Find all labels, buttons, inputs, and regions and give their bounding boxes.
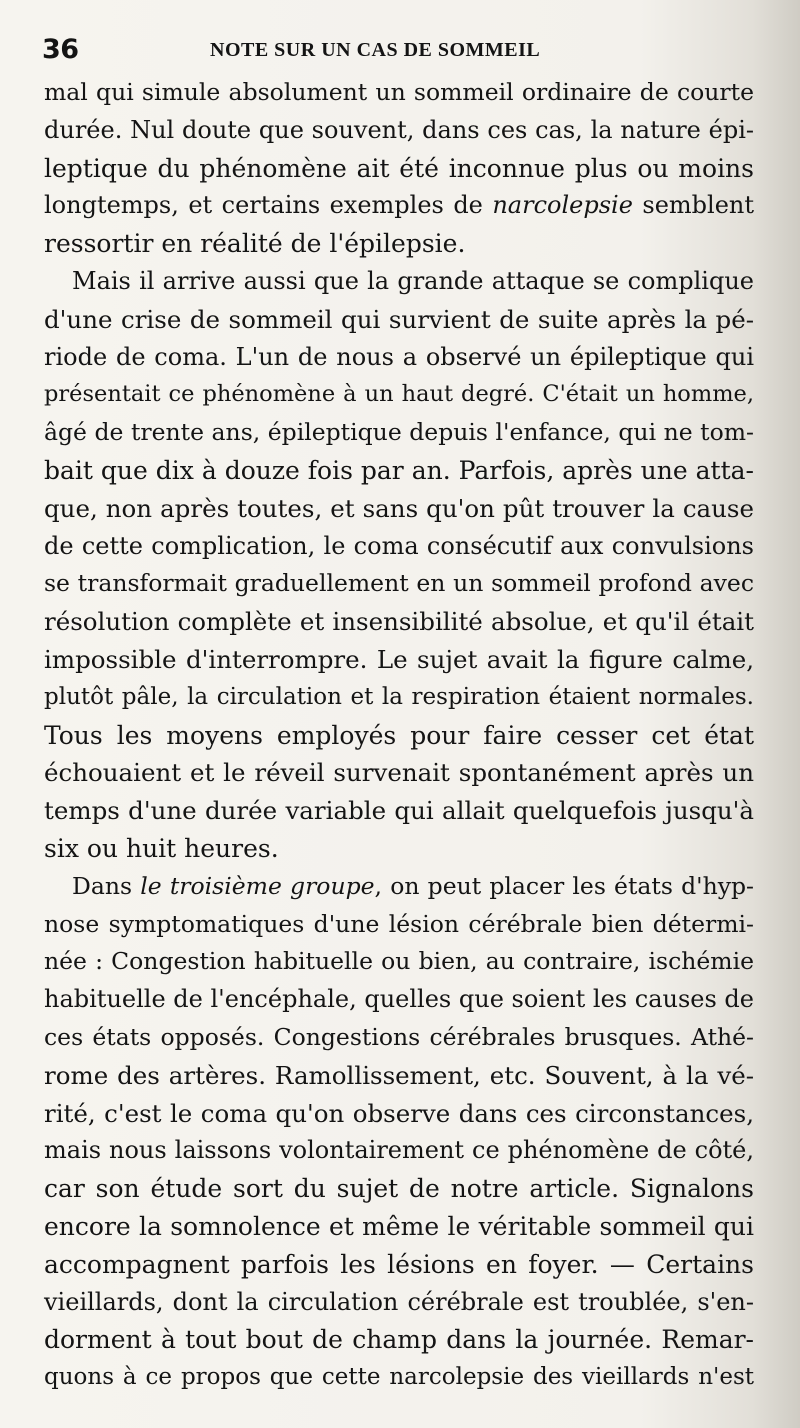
text-line: rome des artères. Ramollissement, etc. Souvent, à la vé- xyxy=(44,1060,754,1090)
italic-term: narcolepsie xyxy=(492,191,633,220)
text-line: quons à ce propos que cette narcolepsie des vieillards n'est xyxy=(44,1364,754,1391)
text-line: impossible d'interrompre. Le sujet avait la figure calme, xyxy=(44,644,754,674)
text-line: d'une crise de sommeil qui survient de suite après la pé- xyxy=(44,304,754,334)
text-segment: longtemps, et certains exemples de xyxy=(44,191,493,220)
text-line: que, non après toutes, et sans qu'on pût trouver la cause xyxy=(44,493,754,523)
text-line: mal qui simule absolument un sommeil ordinaire de courte xyxy=(44,78,754,106)
text-line: Mais il arrive aussi que la grande attaque se complique xyxy=(72,266,754,295)
text-line: leptique du phénomène ait été inconnue plus ou moins xyxy=(44,153,754,183)
text-line: Tous les moyens employés pour faire cesser cet état xyxy=(44,720,754,750)
text-segment: , on peut placer les états d'hyp- xyxy=(374,871,754,900)
text-line: accompagnent parfois les lésions en foyer. — Certains xyxy=(44,1249,754,1279)
body-text xyxy=(44,74,754,1397)
text-line: présentait ce phénomène à un haut degré. C'était un homme, xyxy=(44,381,754,408)
text-line: se transformait graduellement en un sommeil profond avec xyxy=(44,569,754,598)
text-line: ressortir en réalité de l'épilepsie. xyxy=(44,229,466,259)
text-line: résolution complète et insensibilité absolue, et qu'il était xyxy=(44,607,754,637)
text-line xyxy=(44,187,754,225)
text-line: de cette complication, le coma consécutif aux convulsions xyxy=(44,531,754,560)
running-title: NOTE SUR UN CAS DE SOMMEIL xyxy=(210,39,541,61)
text-line: riode de coma. L'un de nous a observé un épileptique qui xyxy=(44,342,754,371)
text-line: rité, c'est le coma qu'on observe dans ces circonstances, xyxy=(44,1098,754,1128)
text-line: temps d'une durée variable qui allait quelquefois jusqu'à xyxy=(44,796,754,826)
text-line: encore la somnolence et même le véritable sommeil qui xyxy=(44,1211,754,1241)
text-line: âgé de trente ans, épileptique depuis l'enfance, qui ne tom- xyxy=(44,418,754,447)
text-line: mais nous laissons volontairement ce phénomène de côté, xyxy=(44,1136,754,1165)
text-line: plutôt pâle, la circulation et la respiration étaient normales. xyxy=(44,683,754,710)
text-line: nose symptomatiques d'une lésion cérébrale bien détermi- xyxy=(44,909,754,938)
text-line xyxy=(44,868,754,906)
text-line: bait que dix à douze fois par an. Parfois, après une atta- xyxy=(44,455,754,485)
text-line: car son étude sort du sujet de notre article. Signalons xyxy=(44,1174,754,1204)
text-segment: semblent xyxy=(632,191,754,220)
text-line: ces états opposés. Congestions cérébrales brusques. Athé- xyxy=(44,1022,754,1051)
text-line: dorment à tout bout de champ dans la journée. Remar- xyxy=(44,1325,754,1355)
page-header xyxy=(42,34,760,68)
text-line: échouaient et le réveil survenait spontanément après un xyxy=(44,758,754,788)
text-line: six ou huit heures. xyxy=(44,833,279,863)
text-line: habituelle de l'encéphale, quelles que soient les causes de xyxy=(44,985,754,1014)
text-line: née : Congestion habituelle ou bien, au contraire, ischémie xyxy=(44,947,754,976)
text-line: durée. Nul doute que souvent, dans ces cas, la nature épi- xyxy=(44,115,754,144)
text-line: vieillards, dont la circulation cérébrale est troublée, s'en- xyxy=(44,1287,754,1316)
text-segment: Dans xyxy=(72,871,141,900)
page-number: 36 xyxy=(42,34,79,65)
italic-term: le troisième groupe xyxy=(140,871,375,900)
